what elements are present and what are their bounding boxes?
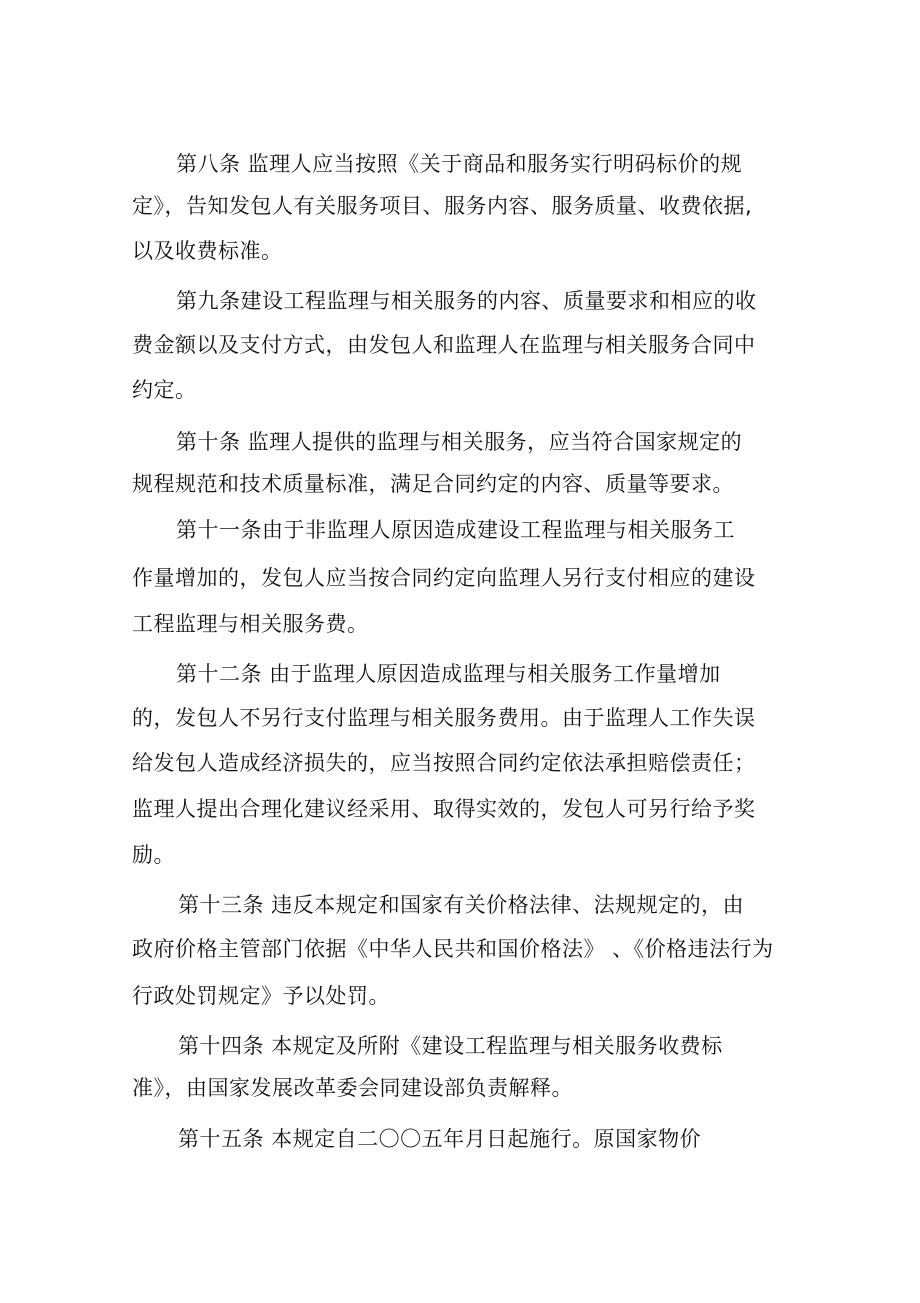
article-12-line-2: 的，发包人不另行支付监理与相关服务费用。由于监理人工作失误 — [132, 706, 756, 730]
article-12-line-3: 给发包人造成经济损失的，应当按照合同约定依法承担赔偿责任； — [132, 751, 756, 775]
article-11-line-2: 作量增加的，发包人应当按合同约定向监理人另行支付相应的建设 — [132, 566, 756, 590]
article-10-line-2: 规程规范和技术质量标准，满足合同约定的内容、质量等要求。 — [132, 472, 734, 496]
article-8-line-1: 第八条 监理人应当按照《关于商品和服务实行明码标价的规 — [176, 152, 743, 176]
article-12-line-5: 励。 — [132, 843, 175, 867]
article-13-line-2: 政府价格主管部门依据《中华人民共和国价格法》 、《价格违法行为 — [132, 937, 774, 961]
article-9-line-3: 约定。 — [132, 378, 197, 402]
article-15-line-1: 第十五条 本规定自二〇〇五年月日起施行。原国家物价 — [178, 1127, 702, 1151]
article-9-line-2: 费金额以及支付方式，由发包人和监理人在监理与相关服务合同中 — [132, 333, 756, 357]
article-8-line-3: 以及收费标准。 — [132, 239, 283, 263]
article-14-line-2: 准》，由国家发展改革委会同建设部负责解释。 — [132, 1076, 573, 1100]
article-10-line-1: 第十条 监理人提供的监理与相关服务，应当符合国家规定的 — [176, 430, 743, 454]
article-11-line-1: 第十一条由于非监理人原因造成建设工程监理与相关服务工 — [176, 518, 735, 542]
article-9-line-1: 第九条建设工程监理与相关服务的内容、质量要求和相应的收 — [176, 289, 757, 313]
article-11-line-3: 工程监理与相关服务费。 — [132, 612, 369, 636]
article-13-line-1: 第十三条 违反本规定和国家有关价格法律、法规规定的，由 — [178, 893, 745, 917]
article-8-line-2: 定》，告知发包人有关服务项目、服务内容、服务质量、收费依据, — [132, 194, 753, 218]
article-12-line-1: 第十二条 由于监理人原因造成监理与相关服务工作量增加 — [176, 662, 721, 686]
article-14-line-1: 第十四条 本规定及所附《建设工程监理与相关服务收费标 — [178, 1034, 723, 1058]
article-12-line-4: 监理人提出合理化建议经采用、取得实效的，发包人可另行给予奖 — [132, 797, 756, 821]
article-13-line-3: 行政处罚规定》予以处罚。 — [132, 984, 390, 1008]
